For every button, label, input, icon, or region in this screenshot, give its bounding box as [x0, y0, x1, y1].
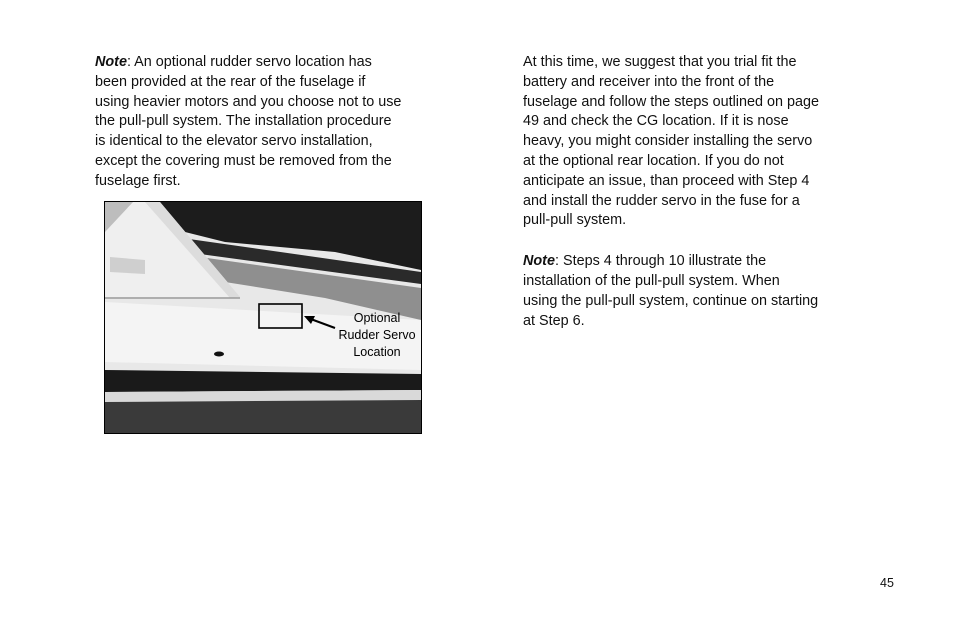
right-paragraph-line-7: anticipate an issue, than proceed with Step 4	[523, 172, 810, 189]
fuselage-photo	[104, 201, 422, 434]
callout-label	[333, 310, 421, 361]
right-paragraph-line-5: heavy, you might consider installing the servo	[523, 133, 813, 150]
left-note-line-4: the pull-pull system. The installation procedure	[95, 113, 392, 130]
right-note-paragraph	[523, 252, 853, 331]
left-note-line-3: using heavier motors and you choose not to use	[95, 93, 402, 110]
page-number: 45	[880, 576, 894, 590]
note-label: Note	[523, 253, 555, 270]
right-note-line-2: installation of the pull-pull system. When	[523, 272, 780, 289]
right-paragraph-line-3: fuselage and follow the steps outlined on page	[523, 93, 820, 110]
right-note-line-4: at Step 6.	[523, 312, 585, 329]
callout-line-1: Optional	[353, 311, 401, 325]
right-paragraph-line-2: battery and receiver into the front of the	[523, 73, 775, 90]
left-note-line-6: except the covering must be removed from the	[95, 152, 392, 169]
callout-line-2: Rudder Servo	[338, 328, 416, 342]
left-column	[95, 53, 430, 192]
right-paragraph	[523, 53, 853, 231]
right-paragraph-line-4: 49 and check the CG location. If it is nose	[523, 113, 789, 130]
right-column	[523, 53, 853, 331]
note-label: Note	[95, 54, 127, 70]
left-note-line-1: Note: An optional rudder servo location has	[95, 54, 372, 70]
right-paragraph-line-9: pull-pull system.	[523, 212, 627, 229]
right-paragraph-line-1: At this time, we suggest that you trial fit the	[523, 54, 797, 70]
left-note-paragraph	[95, 53, 430, 192]
right-note-line-3: using the pull-pull system, continue on starting	[523, 292, 819, 309]
left-note-line-2: been provided at the rear of the fuselage if	[95, 73, 366, 90]
left-note-line-5: is identical to the elevator servo installation,	[95, 133, 373, 150]
right-paragraph-line-8: and install the rudder servo in the fuse for a	[523, 192, 800, 209]
right-paragraph-line-6: at the optional rear location. If you do not	[523, 152, 784, 169]
paragraph-gap	[523, 231, 853, 252]
left-note-line-7: fuselage first.	[95, 172, 181, 189]
callout-line-3: Location	[353, 345, 401, 359]
right-note-line-1: Note: Steps 4 through 10 illustrate the	[523, 253, 767, 270]
